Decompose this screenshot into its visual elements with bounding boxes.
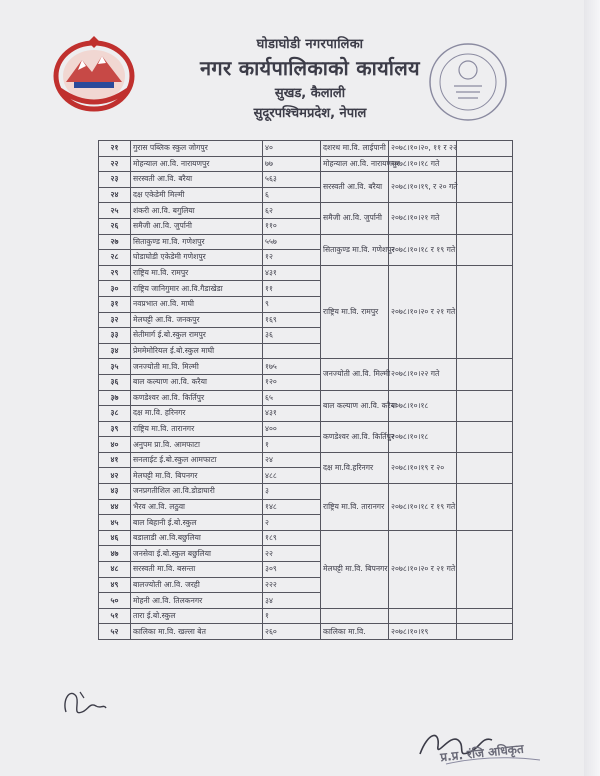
school-name: दक्ष एकेडेमी मिल्मी: [131, 187, 263, 203]
student-count: ५५७: [263, 234, 321, 250]
school-name: जनप्रगतीशिल आ.वि.डोडाघारी: [131, 484, 263, 500]
vaccination-date: [389, 608, 457, 624]
school-name: सनलाईट ई.बो.स्कुल आमफाटा: [131, 452, 263, 468]
office-stamp-icon: [426, 40, 510, 124]
serial-number: ३०: [99, 281, 131, 297]
student-count: [263, 343, 321, 359]
student-count: ११: [263, 281, 321, 297]
vaccination-center: दक्ष मा.वि.हरिनगर: [321, 452, 389, 483]
student-count: १४८: [263, 499, 321, 515]
student-count: १६९: [263, 312, 321, 328]
remarks-cell: [457, 265, 513, 359]
serial-number: २९: [99, 265, 131, 281]
school-name: मोहनी आ.वि. तिलकनगर: [131, 593, 263, 609]
serial-number: ५२: [99, 624, 131, 640]
serial-number: ५१: [99, 608, 131, 624]
serial-number: ४३: [99, 484, 131, 500]
school-name: सरस्वती आ.वि. बरैया: [131, 172, 263, 188]
school-name: मेलघट्टी मा.वि. बिपनगर: [131, 468, 263, 484]
school-name: बाल कल्याण आ.वि. करैया: [131, 374, 263, 390]
school-name: जनसेवा ई.बो.स्कुल बछुलिया: [131, 546, 263, 562]
student-count: १: [263, 608, 321, 624]
serial-number: ३६: [99, 374, 131, 390]
signature-mark-left-icon: [60, 682, 110, 722]
student-count: ४०: [263, 141, 321, 157]
serial-number: ४५: [99, 515, 131, 531]
school-name: दक्ष मा.वि. हरिनगर: [131, 406, 263, 422]
serial-number: ३७: [99, 390, 131, 406]
serial-number: २५: [99, 203, 131, 219]
table-row: [99, 359, 513, 375]
vaccination-center: समैजी आ.वि. जुर्पानी: [321, 203, 389, 234]
school-name: सिताकुण्ड मा.वि. गणेशपुर: [131, 234, 263, 250]
vaccination-date: २०७८।१०।२०, ११ र २२: [389, 141, 457, 157]
remarks-cell: [457, 156, 513, 172]
vaccination-date: २०७८।१०।१८ गते: [389, 156, 457, 172]
vaccination-center: बाल कल्याण आ.वि. करैया: [321, 390, 389, 421]
school-name: बालज्योती आ.वि. जरही: [131, 577, 263, 593]
school-name: प्रेममेमोरियल ई.बो.स्कुल माघी: [131, 343, 263, 359]
vaccination-center: राष्ट्रिय मा.वि. तारानगर: [321, 484, 389, 531]
remarks-cell: [457, 141, 513, 157]
school-name: बडालाडी आ.वि.बछुलिया: [131, 530, 263, 546]
serial-number: ३८: [99, 406, 131, 422]
student-count: १७५: [263, 359, 321, 375]
student-count: २२२: [263, 577, 321, 593]
serial-number: २४: [99, 187, 131, 203]
remarks-cell: [457, 608, 513, 624]
table-row: [99, 624, 513, 640]
table-row: [99, 530, 513, 546]
vaccination-date: २०७८।१०।१८: [389, 421, 457, 452]
vaccination-center: कालिका मा.वि.: [321, 624, 389, 640]
remarks-cell: [457, 484, 513, 531]
vaccination-center: मेलघट्टी मा.वि. बिपनगर: [321, 530, 389, 608]
vaccination-center: सिताकुण्ड मा.वि. गणेशपुर: [321, 234, 389, 265]
remarks-cell: [457, 421, 513, 452]
school-name: मेलघट्टी आ.वि. जनकपुर: [131, 312, 263, 328]
student-count: ७७: [263, 156, 321, 172]
student-count: ४८८: [263, 468, 321, 484]
school-name: गुरास पब्लिक स्कुल जोगपुर: [131, 141, 263, 157]
serial-number: ३४: [99, 343, 131, 359]
school-list-table: [98, 140, 513, 640]
serial-number: ४०: [99, 437, 131, 453]
table-row: [99, 141, 513, 157]
vaccination-date: २०७८।१०।२१ गते: [389, 203, 457, 234]
school-name: तारा ई.बो.स्कुल: [131, 608, 263, 624]
vaccination-date: २०७८।१०।१९ र २०: [389, 452, 457, 483]
serial-number: ३५: [99, 359, 131, 375]
serial-number: ४२: [99, 468, 131, 484]
table-row: [99, 390, 513, 406]
serial-number: ३२: [99, 312, 131, 328]
vaccination-date: २०७८।१०।२० र २१ गते: [389, 530, 457, 608]
school-name: सरस्वती मा.वि. बसन्ता: [131, 562, 263, 578]
student-count: ४३१: [263, 265, 321, 281]
student-count: ६५: [263, 390, 321, 406]
school-name: बाल बिहानी ई.बो.स्कुल: [131, 515, 263, 531]
remarks-cell: [457, 234, 513, 265]
school-name: राष्ट्रिय मा.वि. रामपुर: [131, 265, 263, 281]
remarks-cell: [457, 452, 513, 483]
student-count: १२: [263, 250, 321, 266]
remarks-cell: [457, 390, 513, 421]
vaccination-center: कणडेश्वर आ.वि. किर्तिपुर: [321, 421, 389, 452]
vaccination-center: मोहन्याल आ.वि. नारायणपुर: [321, 156, 389, 172]
remarks-cell: [457, 203, 513, 234]
remarks-cell: [457, 624, 513, 640]
serial-number: ४४: [99, 499, 131, 515]
student-count: ३६: [263, 328, 321, 344]
student-count: ३: [263, 484, 321, 500]
vaccination-center: सरस्वती आ.वि. बरैया: [321, 172, 389, 203]
student-count: ३०९: [263, 562, 321, 578]
serial-number: २६: [99, 218, 131, 234]
school-name: राष्ट्रिय मा.वि. तारानगर: [131, 421, 263, 437]
table-row: [99, 156, 513, 172]
vaccination-center: राष्ट्रिय मा.वि. रामपुर: [321, 265, 389, 359]
province-name: सुदूरपश्चिमप्रदेश, नेपाल: [253, 106, 367, 121]
student-count: १२०: [263, 374, 321, 390]
office-location: सुखड, कैलाली: [274, 86, 346, 101]
serial-number: २३: [99, 172, 131, 188]
table-row: [99, 452, 513, 468]
school-name: राष्ट्रिय जानिगुमार आ.वि.गैडाखेडा: [131, 281, 263, 297]
student-count: २४: [263, 452, 321, 468]
table-row: [99, 265, 513, 281]
serial-number: ५०: [99, 593, 131, 609]
table-row: [99, 608, 513, 624]
serial-number: ४६: [99, 530, 131, 546]
serial-number: २२: [99, 156, 131, 172]
student-count: ९: [263, 296, 321, 312]
remarks-cell: [457, 359, 513, 390]
table-row: [99, 484, 513, 500]
nepal-emblem-icon: [52, 36, 136, 112]
school-name: शंकरी आ.वि. बगुलिया: [131, 203, 263, 219]
student-count: ६२: [263, 203, 321, 219]
vaccination-center: जनज्योती आ.वि. मिल्मी: [321, 359, 389, 390]
municipality-name: घोडाघोडी नगरपालिका: [256, 37, 364, 52]
serial-number: ३३: [99, 328, 131, 344]
school-name: मोहन्याल आ.वि. नारायणपुर: [131, 156, 263, 172]
student-count: ५६३: [263, 172, 321, 188]
school-name: घोडाघोडी एकेडेमी गणेशपुर: [131, 250, 263, 266]
table-row: [99, 172, 513, 188]
office-name: नगर कार्यपालिकाको कार्यालय: [200, 56, 420, 80]
student-count: २२: [263, 546, 321, 562]
school-name: अनुपम प्रा.वि. आमफाटा: [131, 437, 263, 453]
student-count: ३४: [263, 593, 321, 609]
remarks-cell: [457, 172, 513, 203]
paper-edge: [584, 0, 600, 776]
serial-number: ४७: [99, 546, 131, 562]
vaccination-date: २०७८।१०।२२ गते: [389, 359, 457, 390]
vaccination-date: २०७८।१०।१८ र १९ गते: [389, 234, 457, 265]
student-count: ४००: [263, 421, 321, 437]
school-name: कणडेश्वर आ.वि. किर्तिपुर: [131, 390, 263, 406]
student-count: २६०: [263, 624, 321, 640]
student-count: १: [263, 437, 321, 453]
serial-number: २१: [99, 141, 131, 157]
student-count: ४३१: [263, 406, 321, 422]
table-row: [99, 234, 513, 250]
serial-number: ३१: [99, 296, 131, 312]
serial-number: ३९: [99, 421, 131, 437]
officer-designation: प्र.प्र. रंजि अधिकृत: [439, 741, 525, 765]
student-count: ११०: [263, 218, 321, 234]
school-name: सेतीमार्ग ई.बो.स्कुल रामपुर: [131, 328, 263, 344]
serial-number: २८: [99, 250, 131, 266]
serial-number: ४९: [99, 577, 131, 593]
serial-number: २७: [99, 234, 131, 250]
vaccination-date: २०७८।१०।१८: [389, 390, 457, 421]
vaccination-date: २०७८।१०।२० र २१ गते: [389, 265, 457, 359]
vaccination-date: २०७८।१०।१९, र २० गते: [389, 172, 457, 203]
school-name: भैरव आ.वि. लठुवा: [131, 499, 263, 515]
student-count: ६: [263, 187, 321, 203]
table-row: [99, 421, 513, 437]
school-name: नवप्रभात आ.वि. माघी: [131, 296, 263, 312]
student-count: १८९: [263, 530, 321, 546]
serial-number: ४८: [99, 562, 131, 578]
vaccination-center: दशरथ मा.वि. लाईपानी: [321, 141, 389, 157]
remarks-cell: [457, 530, 513, 608]
school-name: कालिका मा.वि. खल्ला बेत: [131, 624, 263, 640]
vaccination-center: [321, 608, 389, 624]
school-name: जनज्योती मा.वि. मिल्मी: [131, 359, 263, 375]
school-name: समैजी आ.वि. जुर्पानी: [131, 218, 263, 234]
student-count: २: [263, 515, 321, 531]
vaccination-date: २०७८।१०।१८ र १९ गते: [389, 484, 457, 531]
vaccination-date: २०७८।१०।१९: [389, 624, 457, 640]
serial-number: ४१: [99, 452, 131, 468]
table-row: [99, 203, 513, 219]
